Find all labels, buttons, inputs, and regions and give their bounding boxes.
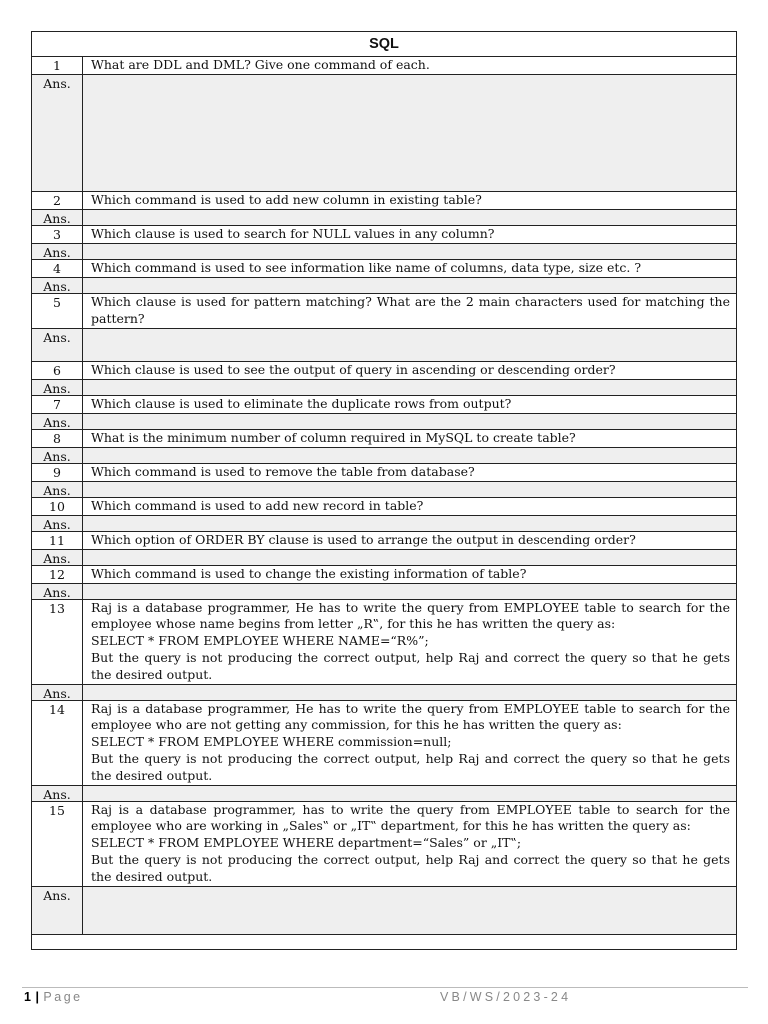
answer-label: Ans. <box>32 786 83 801</box>
answer-space[interactable] <box>83 210 736 225</box>
question-list <box>32 57 736 935</box>
answer-space[interactable] <box>83 584 736 599</box>
question-row <box>32 464 736 482</box>
question-text-line: But the query is not producing the correct output, help Raj and correct the query so that he gets the desired output. <box>91 750 730 783</box>
question-row <box>32 802 736 887</box>
question-number: 9 <box>32 464 83 481</box>
question-number: 14 <box>32 701 83 785</box>
page-separator: | <box>35 990 40 1004</box>
question-row <box>32 362 736 380</box>
answer-row <box>32 414 736 430</box>
answer-space[interactable] <box>83 516 736 531</box>
question-row <box>32 396 736 414</box>
answer-label: Ans. <box>32 887 83 934</box>
question-text: Which command is used to change the existing information of table? <box>91 565 527 581</box>
question-number: 5 <box>32 294 83 328</box>
question-number: 4 <box>32 260 83 277</box>
question-text: Which option of ORDER BY clause is used to arrange the output in descending order? <box>91 531 636 547</box>
answer-space[interactable] <box>83 380 736 395</box>
question-text-line: Raj is a database programmer, He has to write the query from EMPLOYEE table to search for the employee who are not getting any commission, for this he has written the query as: <box>91 700 730 733</box>
page-word: Page <box>43 990 83 1004</box>
question-text: Which command is used to see information like name of columns, data type, size etc. ? <box>91 260 642 275</box>
answer-space[interactable] <box>83 482 736 497</box>
question-text: What are DDL and DML? Give one command of each. <box>91 57 430 72</box>
question-row <box>32 192 736 210</box>
answer-row <box>32 448 736 464</box>
answer-row <box>32 278 736 294</box>
question-text-line: SELECT * FROM EMPLOYEE WHERE department=“Sales” or „IT‟; <box>91 835 522 851</box>
answer-row <box>32 550 736 566</box>
question-row <box>32 600 736 685</box>
question-text: What is the minimum number of column required in MySQL to create table? <box>91 429 576 445</box>
question-text: Which command is used to remove the table from database? <box>91 463 475 479</box>
answer-space[interactable] <box>83 685 736 700</box>
answer-label: Ans. <box>32 550 83 565</box>
question-row <box>32 532 736 550</box>
answer-row <box>32 584 736 600</box>
question-number: 6 <box>32 362 83 379</box>
answer-space[interactable] <box>83 887 736 934</box>
answer-row <box>32 786 736 802</box>
question-text-line: Raj is a database programmer, He has to write the query from EMPLOYEE table to search for the employee whose name begins from letter „R‟, for this he has written the query as: <box>91 599 730 632</box>
question-number: 13 <box>32 600 83 684</box>
answer-row <box>32 516 736 532</box>
answer-space[interactable] <box>83 75 736 191</box>
question-text-line: SELECT * FROM EMPLOYEE WHERE NAME=“R%”; <box>91 633 429 649</box>
worksheet-table <box>31 31 737 950</box>
question-text: Which clause is used to see the output of query in ascending or descending order? <box>91 361 616 377</box>
question-text-line: SELECT * FROM EMPLOYEE WHERE commission=null; <box>91 734 452 750</box>
answer-row <box>32 685 736 701</box>
answer-row <box>32 380 736 396</box>
answer-space[interactable] <box>83 448 736 463</box>
question-text-line: But the query is not producing the correct output, help Raj and correct the query so that he gets the desired output. <box>91 649 730 682</box>
answer-label: Ans. <box>32 329 83 361</box>
question-number: 7 <box>32 396 83 413</box>
document-code: VB/WS/2023-24 <box>440 990 572 1004</box>
page-number: 1 <box>24 990 32 1004</box>
answer-space[interactable] <box>83 550 736 565</box>
answer-label: Ans. <box>32 380 83 395</box>
blank-bottom-row <box>32 935 736 959</box>
answer-label: Ans. <box>32 685 83 700</box>
answer-label: Ans. <box>32 414 83 429</box>
question-row <box>32 430 736 448</box>
answer-label: Ans. <box>32 75 83 191</box>
answer-space[interactable] <box>83 278 736 293</box>
answer-row <box>32 329 736 362</box>
question-row <box>32 566 736 584</box>
question-number: 11 <box>32 532 83 549</box>
answer-space[interactable] <box>83 329 736 361</box>
answer-row <box>32 210 736 226</box>
question-text: Which command is used to add new record in table? <box>91 497 424 513</box>
question-text: Which clause is used to eliminate the duplicate rows from output? <box>91 395 512 411</box>
question-number: 2 <box>32 192 83 209</box>
answer-row <box>32 244 736 260</box>
question-row <box>32 701 736 786</box>
question-row <box>32 294 736 329</box>
question-number: 15 <box>32 802 83 886</box>
question-number: 1 <box>32 57 83 74</box>
question-text: Which command is used to add new column in existing table? <box>91 192 482 207</box>
question-text: Which clause is used to search for NULL values in any column? <box>91 226 495 241</box>
footer-rule <box>22 987 748 988</box>
question-text <box>83 701 736 785</box>
question-text <box>83 802 736 886</box>
question-text-line: Raj is a database programmer, has to write the query from EMPLOYEE table to search for the employee who are working in „Sales‟ or „IT‟ department, for this he has written the query as: <box>91 801 730 834</box>
question-number: 12 <box>32 566 83 583</box>
question-row <box>32 226 736 244</box>
answer-label: Ans. <box>32 584 83 599</box>
answer-row <box>32 482 736 498</box>
question-row <box>32 57 736 75</box>
question-number: 10 <box>32 498 83 515</box>
answer-space[interactable] <box>83 244 736 259</box>
answer-label: Ans. <box>32 244 83 259</box>
page-indicator <box>24 990 83 1004</box>
answer-row <box>32 75 736 192</box>
answer-label: Ans. <box>32 516 83 531</box>
answer-label: Ans. <box>32 482 83 497</box>
question-row <box>32 260 736 278</box>
question-number: 3 <box>32 226 83 243</box>
answer-row <box>32 887 736 935</box>
answer-space[interactable] <box>83 414 736 429</box>
answer-label: Ans. <box>32 210 83 225</box>
question-text-line: But the query is not producing the correct output, help Raj and correct the query so that he gets the desired output. <box>91 851 730 884</box>
worksheet-title: SQL <box>32 32 736 57</box>
question-text <box>83 600 736 684</box>
question-text: Which clause is used for pattern matching? What are the 2 main characters used for matching the pattern? <box>91 294 730 326</box>
question-row <box>32 498 736 516</box>
answer-space[interactable] <box>83 786 736 801</box>
answer-label: Ans. <box>32 448 83 463</box>
question-number: 8 <box>32 430 83 447</box>
answer-label: Ans. <box>32 278 83 293</box>
